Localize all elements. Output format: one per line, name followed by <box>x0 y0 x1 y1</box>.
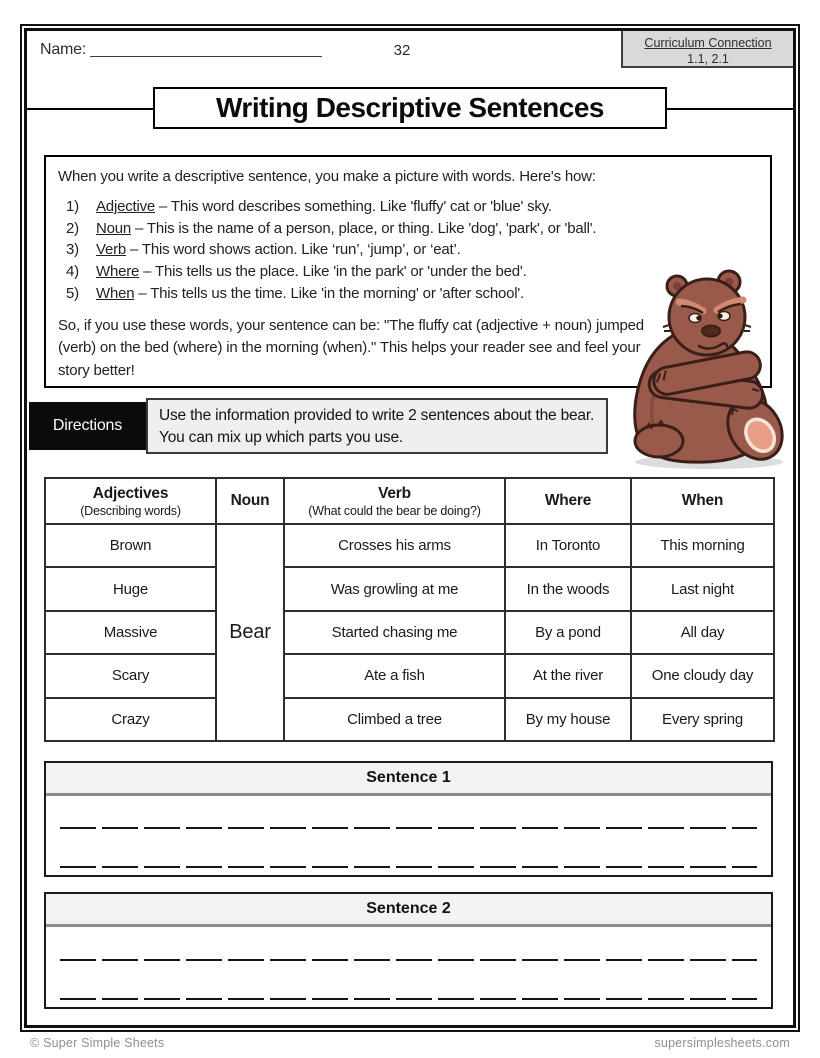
verb-cell: Was growling at me <box>284 567 505 610</box>
item-text: – This tells us the place. Like 'in the park' or 'under the bed'. <box>139 263 527 281</box>
sentence-1-box <box>44 761 773 877</box>
curriculum-title: Curriculum Connection <box>644 36 772 50</box>
sentence-1-writing-line-1[interactable] <box>60 827 757 829</box>
intro-closing: So, if you use these words, your sentence can be: "The fluffy cat (adjective + noun) jumped (verb) on the bed (where) in the morning (when)." This helps your reader see and feel your story better! <box>58 316 644 379</box>
when-cell: All day <box>631 611 774 654</box>
name-label: Name: <box>40 41 87 58</box>
item-number: 3) <box>66 241 79 259</box>
item-text: – This word shows action. Like ‘run’, ‘jump’, or ‘eat’. <box>126 241 461 259</box>
intro-item-noun <box>58 218 758 240</box>
col-header-adjectives: Adjectives (Describing words) <box>45 478 216 524</box>
verb-cell: Started chasing me <box>284 611 505 654</box>
word-bank-table <box>44 477 775 742</box>
directions-label: Directions <box>29 402 146 450</box>
item-number: 1) <box>66 198 79 215</box>
when-cell: One cloudy day <box>631 654 774 697</box>
col-header-verb: Verb (What could the bear be doing?) <box>284 478 505 524</box>
item-term: Verb <box>96 241 127 259</box>
where-cell: By my house <box>505 698 631 741</box>
noun-cell: Bear <box>216 524 284 741</box>
sentence-2-writing-line-2[interactable] <box>60 998 757 1000</box>
item-number: 5) <box>66 284 79 302</box>
curriculum-codes: 1.1, 2.1 <box>687 52 729 67</box>
page-number: 32 <box>393 42 411 59</box>
where-cell: In Toronto <box>505 524 631 567</box>
footer-website: supersimplesheets.com <box>654 1036 790 1050</box>
item-number: 2) <box>66 219 79 237</box>
verb-cell: Crosses his arms <box>284 524 505 567</box>
sentence-1-header: Sentence 1 <box>46 763 771 796</box>
item-number: 4) <box>66 263 79 281</box>
table-row <box>45 654 774 697</box>
intro-item-adjective <box>58 196 758 218</box>
where-cell: By a pond <box>505 611 631 654</box>
name-row <box>40 41 322 59</box>
intro-lead: When you write a descriptive sentence, you make a picture with words. Here's how: <box>58 168 596 185</box>
name-blank-line[interactable]: __________________________ <box>90 41 322 58</box>
where-cell: In the woods <box>505 567 631 610</box>
adjective-cell: Crazy <box>45 698 216 741</box>
verb-cell: Ate a fish <box>284 654 505 697</box>
adjective-cell: Massive <box>45 611 216 654</box>
when-cell: Every spring <box>631 698 774 741</box>
worksheet-title <box>153 87 667 129</box>
item-text: – This word describes something. Like 'fluffy' cat or 'blue' sky. <box>155 198 552 215</box>
col-header-noun: Noun <box>216 478 284 524</box>
verb-cell: Climbed a tree <box>284 698 505 741</box>
where-cell: At the river <box>505 654 631 697</box>
when-cell: This morning <box>631 524 774 567</box>
table-header-row <box>45 478 774 524</box>
item-term: Adjective <box>96 198 156 215</box>
adjective-cell: Brown <box>45 524 216 567</box>
sentence-2-box <box>44 892 773 1009</box>
sentence-1-writing-line-2[interactable] <box>60 866 757 868</box>
table-row <box>45 567 774 610</box>
adjective-cell: Huge <box>45 567 216 610</box>
curriculum-connection-box <box>621 31 793 68</box>
worksheet-title-text: Writing Descriptive Sentences <box>216 92 604 123</box>
intro-item-verb <box>58 239 758 261</box>
table-row <box>45 524 774 567</box>
table-row <box>45 611 774 654</box>
adjective-cell: Scary <box>45 654 216 697</box>
sentence-2-writing-line-1[interactable] <box>60 959 757 961</box>
item-term: When <box>96 284 135 302</box>
when-cell: Last night <box>631 567 774 610</box>
item-text: – This tells us the time. Like 'in the morning' or 'after school'. <box>134 284 525 302</box>
bear-illustration <box>625 269 793 471</box>
col-header-when: When <box>631 478 774 524</box>
worksheet-page <box>24 28 796 1028</box>
table-row <box>45 698 774 741</box>
item-term: Noun <box>96 219 132 237</box>
item-term: Where <box>96 263 140 281</box>
footer-copyright: © Super Simple Sheets <box>30 1036 165 1050</box>
directions-text: Use the information provided to write 2 sentences about the bear. You can mix up which parts you use. <box>146 398 608 454</box>
item-text: – This is the name of a person, place, or thing. Like 'dog', 'park', or 'ball'. <box>131 219 597 237</box>
sentence-2-header: Sentence 2 <box>46 894 771 927</box>
col-header-where: Where <box>505 478 631 524</box>
